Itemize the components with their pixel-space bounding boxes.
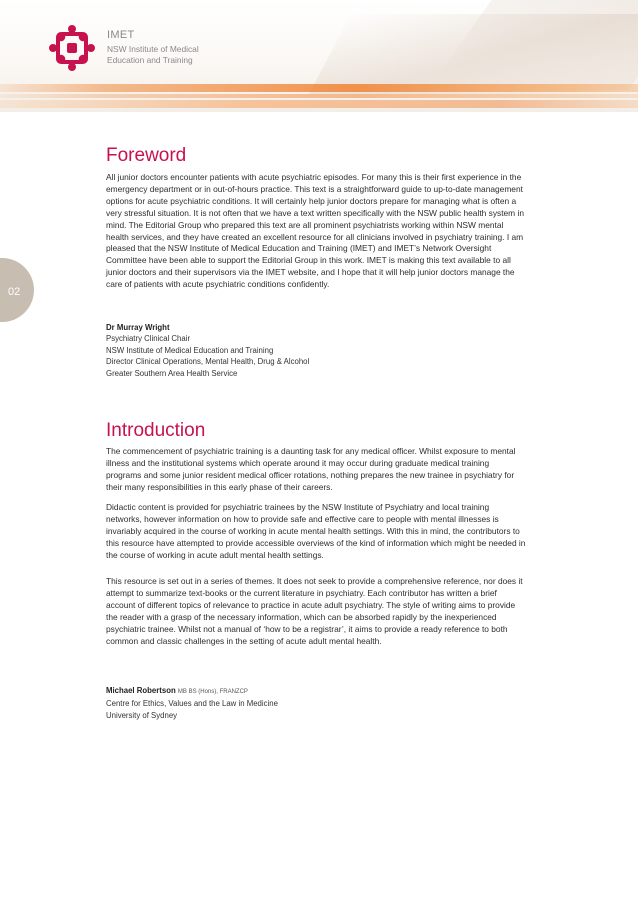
imet-logo-icon	[48, 24, 96, 72]
signature-line: Greater Southern Area Health Service	[106, 368, 238, 378]
page-header	[0, 0, 638, 112]
brand-subtitle-line: NSW Institute of Medical	[107, 44, 199, 54]
introduction-title: Introduction	[106, 420, 206, 441]
page-number: 02	[8, 286, 21, 298]
foreword-title: Foreword	[106, 145, 187, 166]
brand-subtitle	[107, 44, 237, 66]
introduction-signature	[106, 685, 426, 721]
brand-subtitle-line: Education and Training	[107, 55, 193, 65]
signature-name: Dr Murray Wright	[106, 323, 170, 332]
signature-name: Michael Robertson	[106, 686, 176, 695]
signature-line: University of Sydney	[106, 710, 178, 720]
foreword-signature	[106, 322, 426, 379]
header-streak	[0, 100, 638, 108]
signature-line: Psychiatry Clinical Chair	[106, 334, 191, 344]
signature-credentials: MB BS (Hons), FRANZCP	[177, 689, 248, 695]
introduction-paragraph: This resource is set out in a series of themes. It does not seek to provide a comprehensive reference, nor does it attempt to summarize text-books or the current literature in psychiatry. Each contributor has written a brief account of different topics of relevance to practice in acute adult psychiatry. The style of writing aims to provide the reader with a grasp of the necessary information, which can be absorbed rapidly by the inexperienced psychiatric trainee. Whilst not a manual of ‘how to be a registrar’, it aims to provide a ready reference to both common and classic challenges in the setting of acute adult mental health.	[106, 576, 523, 646]
foreword-body: All junior doctors encounter patients with acute psychiatric episodes. For many this is their first experience in the emergency department or in out-of-hours practice. This text is a straightforward guide to up-to-date management options for acute psychiatric conditions. It will certainly help junior doctors prepare for managing what is often a very stressful situation. It is not often that we have a text written specifically with the NSW public health system in mind. The Editorial Group who prepared this text are all prominent psychiatrists working within NSW mental health services, and they have created an excellent resource for all clinicians involved in psychiatry training. I am pleased that the NSW Institute of Medical Education and Training (IMET) and IMET’s Network Oversight Committee have been able to support the Editorial Group in this work. IMET is making this text available to all junior doctors and their supervisors via the IMET website, and I hope that it will help junior doctors manage the care of patients with acute psychiatric conditions confidently.	[106, 172, 525, 290]
header-streak	[0, 84, 638, 92]
signature-line: Centre for Ethics, Values and the Law in Medicine	[106, 699, 278, 709]
brand-name: IMET	[107, 29, 135, 41]
signature-line: NSW Institute of Medical Education and Training	[106, 345, 274, 355]
signature-line: Director Clinical Operations, Mental Health, Drug & Alcohol	[106, 357, 310, 367]
introduction-paragraph: Didactic content is provided for psychiatric trainees by the NSW Institute of Psychiatry and local training networks, however information on how to provide safe and effective care to people with mental illnesses is invariably acquired in the course of working in acute mental health settings. With this in mind, the contributors to this resource have attempted to provide accessible overviews of the kind of information which might be needed in the course of working in acute adult mental health settings.	[106, 502, 526, 560]
header-streak	[0, 94, 638, 98]
introduction-paragraph: The commencement of psychiatric training is a daunting task for any medical officer. Whilst exposure to mental illness and the institutional systems which operate around it may occur during graduate medical training programs and some junior resident medical officer rotations, nothing prepares the new trainee in psychiatry for their many responsibilities in this early phase of their careers.	[106, 446, 516, 492]
